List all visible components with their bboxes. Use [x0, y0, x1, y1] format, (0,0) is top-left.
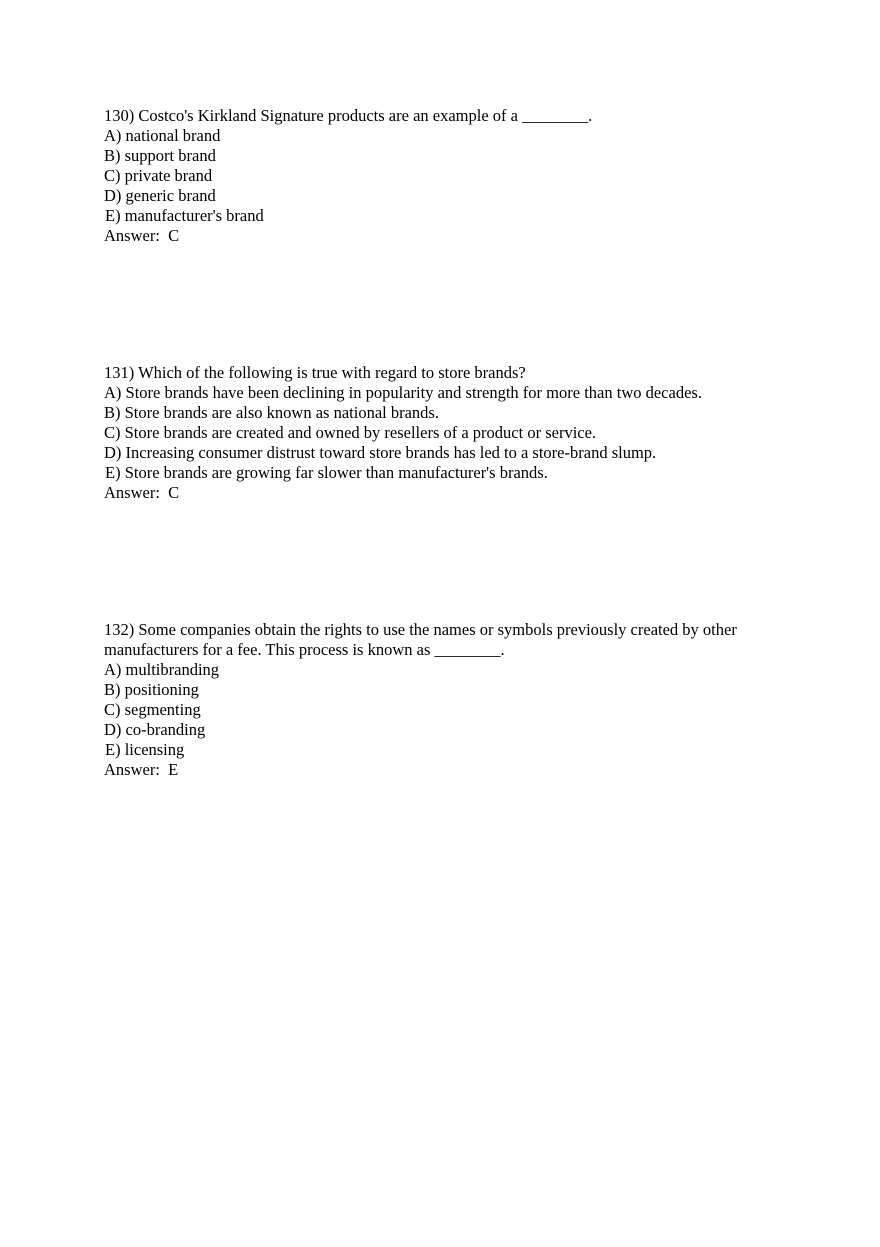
- question-132: [104, 620, 804, 780]
- option-e: E) Store brands are growing far slower than manufacturer's brands.: [105, 463, 548, 482]
- option-b: B) support brand: [104, 146, 216, 165]
- option-a: A) national brand: [104, 126, 221, 145]
- option-d: D) co-branding: [104, 720, 206, 739]
- option-a: A) Store brands have been declining in popularity and strength for more than two decades.: [104, 383, 702, 402]
- question-stem-line-1: 132) Some companies obtain the rights to use the names or symbols previously created by other: [104, 620, 737, 639]
- option-b: B) Store brands are also known as national brands.: [104, 403, 439, 422]
- question-stem: 131) Which of the following is true with regard to store brands?: [104, 363, 526, 382]
- question-131: [104, 363, 804, 503]
- option-e: E) manufacturer's brand: [105, 206, 264, 225]
- option-c: C) private brand: [104, 166, 213, 185]
- option-c: C) Store brands are created and owned by resellers of a product or service.: [104, 423, 597, 442]
- question-130: [104, 106, 804, 246]
- answer: Answer: E: [104, 760, 179, 779]
- option-d: D) generic brand: [104, 186, 216, 205]
- option-a: A) multibranding: [104, 660, 220, 679]
- question-stem: 130) Costco's Kirkland Signature products are an example of a ________.: [104, 106, 593, 125]
- answer: Answer: C: [104, 483, 180, 502]
- option-b: B) positioning: [104, 680, 199, 699]
- option-d: D) Increasing consumer distrust toward store brands has led to a store-brand slump.: [104, 443, 657, 462]
- option-c: C) segmenting: [104, 700, 201, 719]
- answer: Answer: C: [104, 226, 180, 245]
- option-e: E) licensing: [105, 740, 185, 759]
- question-stem-line-2: manufacturers for a fee. This process is known as ________.: [104, 640, 505, 659]
